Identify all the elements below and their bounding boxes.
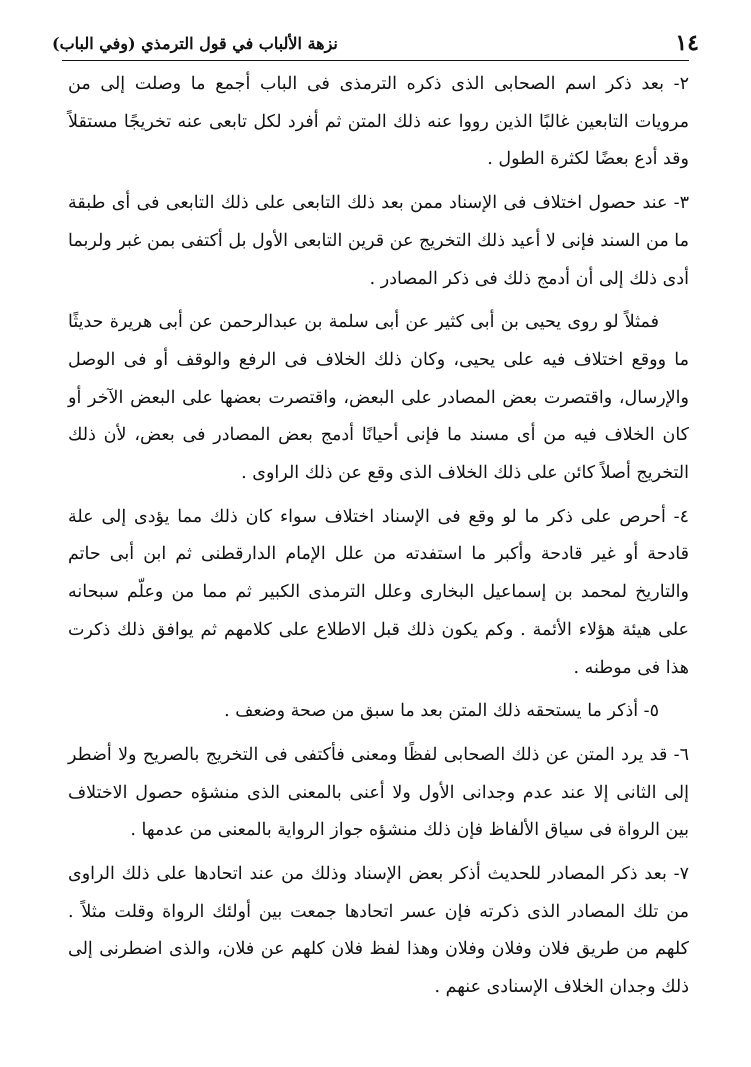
running-head [52,26,699,60]
paragraph-example: فمثلاً لو روى يحيى بن أبى كثير عن أبى سلمة بن عبدالرحمن عن أبى هريرة حديثًا ما ووقع اختلاف فيه على يحيى، وكان ذلك الخلاف فى الرفع والوقف أو فى الوصل والإرسال، واقتصرت بعض المصادر على البعض، واقتصرت بعضها على البعض الآخر أو كان الخلاف فيه من أى مسند ما فإنى أحيانًا أدمج بعض المصادر فى بعض، لأن ذلك التخريج أصلاً كائن على ذلك الخلاف الذى وقع عن ذلك الراوى . [68,312,689,484]
header-rule [62,60,689,61]
paragraph-5: ٥- أذكر ما يستحقه ذلك المتن بعد ما سبق من صحة وضعف . [224,701,659,722]
running-title: نزهة الألباب في قول الترمذي (وفي الباب) [52,33,338,53]
page-number: ١٤ [675,30,699,56]
body-text [68,66,689,1013]
paragraph-2: ٢- بعد ذكر اسم الصحابى الذى ذكره الترمذى فى الباب أجمع ما وصلت إلى من مرويات التابعين غالبًا الذين رووا عنه ذلك المتن ثم أفرد لكل تابعى عنه تخريجًا مستقلاً وقد أدع بعضًا لكثرة الطول . [68,74,689,170]
paragraph-4: ٤- أحرص على ذكر ما لو وقع فى الإسناد اختلاف سواء كان ذلك مما يؤدى إلى علة قادحة أو غير قادحة وأكبر ما استفدته من علل الإمام الدارقطنى ثم ابن أبى حاتم والتاريخ لمحمد بن إسماعيل البخارى وعلل الترمذى الكبير ثم مما من وعلّم سبحانه على هيئة هؤلاء الأئمة . وكم يكون ذلك قبل الاطلاع على كلامهم ثم يوافق ذلك ذكرت هذا فى موطنه . [68,506,689,678]
paragraph-6: ٦- قد يرد المتن عن ذلك الصحابى لفظًا ومعنى فأكتفى فى التخريج بالصريح ولا أضطر إلى الثانى إلا عند عدم وجدانى الأول ولا أعنى بالمعنى الذى منشؤه حصول الاختلاف بين الرواة فى سياق الألفاظ فإن ذلك منشؤه جواز الرواية بالمعنى من عدمها . [68,744,689,841]
paragraph-7: ٧- بعد ذكر المصادر للحديث أذكر بعض الإسناد وذلك من عند اتحادها على ذلك الراوى من تلك المصادر الذى ذكرته فإن عسر اتحادها جمعت بين أولئك الرواة وقلت مثلاً . كلهم من طريق فلان وفلان وفلان وهذا لفظ فلان كلهم عن فلان، والذى اضطرنى إلى ذلك وجدان الخلاف الإسنادى عنهم . [68,864,689,998]
paragraph-3: ٣- عند حصول اختلاف فى الإسناد ممن بعد ذلك التابعى على ذلك التابعى فى أى طبقة ما من السند فإنى لا أعيد ذلك التخريج عن قرين التابعى الأول بل أكتفى بمن غبر ولربما أدى ذلك إلى أن أدمج ذلك فى ذكر المصادر . [68,193,689,289]
